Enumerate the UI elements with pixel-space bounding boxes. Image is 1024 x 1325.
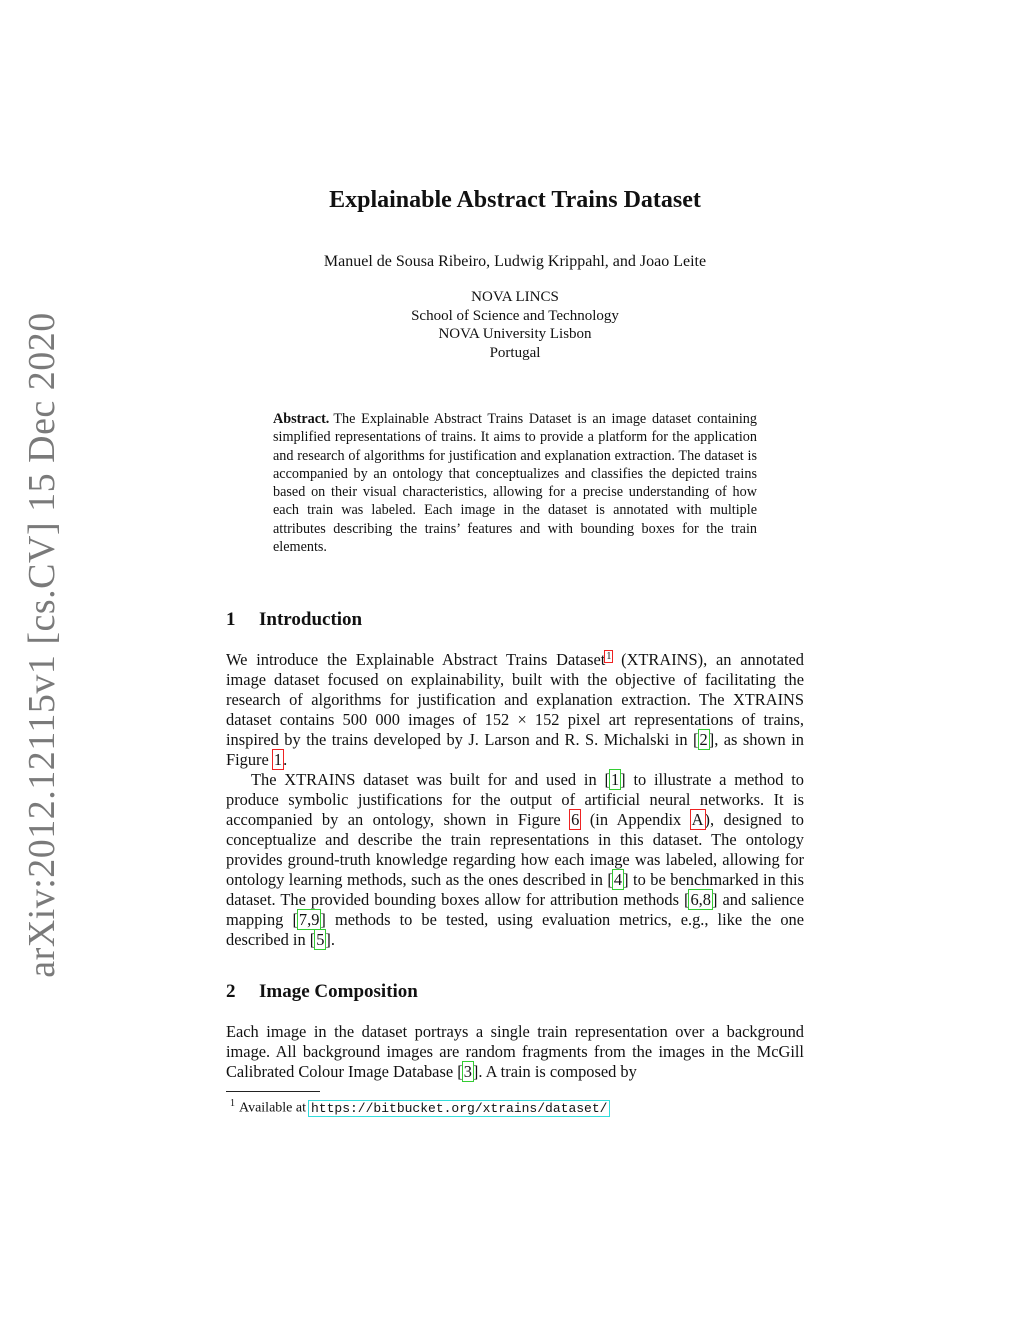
affiliation-line: NOVA University Lisbon xyxy=(438,326,592,342)
abstract-text: The Explainable Abstract Trains Dataset is an image dataset containing simplified representations of trains. It aims to provide a platform for the application and research of algorithms for justification and explanation extraction. The dataset is accompanied by an ontology that conceptualizes and classifies the depicted trains based on their visual characteristics, allowing for a precise understanding of how each train was labeled. Each image in the dataset is annotated with multiple attributes describing the trains’ features and with bounding boxes for the train elements. xyxy=(273,411,757,556)
text-run: ), designed to conceptualize and describe the train representations in this dataset. The ontology provides ground-truth knowledge regarding how each image was labeled, allowing for ontology learning methods, such as the ones described in xyxy=(226,810,804,889)
text-run: methods to be tested, using evaluation metrics, e.g., like the one described in xyxy=(226,910,804,949)
intro-paragraph-2: The XTRAINS dataset was built for and used in [1] to illustrate a method to produce symbolic justifications for the output of artificial neural networks. It is accompanied by an ontology, shown in Figure 6 (in Appendix A), designed to conceptualize and describe the train representations in this dataset. The ontology provides ground-truth knowledge regarding how each image was labeled, allowing for ontology learning methods, such as the ones described in [4] to be benchmarked in this dataset. The provided bounding boxes allow for attribution methods [6,8] and salience mapping [7,9] methods to be tested, using evaluation metrics, e.g., like the one described in [5]. xyxy=(226,770,804,949)
section-title: Introduction xyxy=(259,609,363,630)
text-run: (in Appendix xyxy=(580,810,691,829)
text-run: , as shown in Figure xyxy=(226,730,804,769)
text-run: The XTRAINS dataset was built for and used in xyxy=(251,770,605,789)
footnote-divider xyxy=(226,1091,320,1092)
footnote-text: Available at xyxy=(239,1100,306,1116)
footnote-number: 1 xyxy=(230,1098,235,1109)
abstract xyxy=(273,410,757,556)
affiliation-line: Portugal xyxy=(489,344,541,361)
arxiv-identifier-stamp: arXiv:2012.12115v1 [cs.CV] 15 Dec 2020 xyxy=(21,312,63,978)
footnote xyxy=(230,1095,790,1118)
paper-title: Explainable Abstract Trains Dataset xyxy=(329,187,701,213)
text-run: to be benchmarked in this dataset. The provided bounding boxes allow for attribution methods xyxy=(226,870,804,909)
text-run: Each image in the dataset portrays a single train representation over a background image. All background images are random fragments from the images in the McGill Calibrated Colour Image Database xyxy=(226,1022,804,1081)
section-heading-introduction xyxy=(226,609,806,631)
affiliation-line: School of Science and Technology xyxy=(411,307,619,324)
citation-link[interactable]: 2 xyxy=(699,730,708,749)
figure-ref-link[interactable]: 1 xyxy=(273,750,283,769)
text-run: (XTRAINS), an annotated image dataset focused on explainability, built with the objective of facilitating the research of algorithms for justification and explanation extraction. The XTRAINS dataset contains 500 000 images of 152 × 152 pixel art representations of trains, inspired by the trains developed by J. Larson and R. S. Michalski in xyxy=(226,650,804,749)
citation-link[interactable]: 5 xyxy=(316,930,325,949)
citation-link[interactable]: 1 xyxy=(610,770,620,789)
appendix-ref-link[interactable]: A xyxy=(691,810,704,829)
citation-link[interactable]: 7,9 xyxy=(298,910,320,929)
section-heading-image-composition xyxy=(226,981,806,1003)
text-run: and salience mapping xyxy=(226,890,804,929)
text-run: . xyxy=(283,750,288,769)
text-run: . xyxy=(330,930,335,949)
image-composition-paragraph-1: Each image in the dataset portrays a single train representation over a background image. All background images are random fragments from the images in the McGill Calibrated Colour Image Database [3]. A train is composed by xyxy=(226,1022,804,1081)
section-number: 1 xyxy=(226,609,236,630)
abstract-label: Abstract. xyxy=(273,411,330,427)
intro-paragraph-1: We introduce the Explainable Abstract Trains Dataset$^1$ (XTRAINS), an annotated image dataset focused on explainability, built with the objective of facilitating the research of algorithms for justification and explanation extraction. The XTRAINS dataset contains 500 000 images of 152 × 152 pixel art representations of trains, inspired by the trains developed by J. Larson and R. S. Michalski in [2], as shown in Figure 1. xyxy=(226,650,804,769)
citation-link[interactable]: 6,8 xyxy=(690,890,711,909)
text-run: to illustrate a method to produce symbolic justifications for the output of artificial neural networks. It is accompanied by an ontology, shown in Figure xyxy=(226,770,804,829)
text-run: We introduce the Explainable Abstract Trains Dataset xyxy=(226,650,606,669)
footnote-ref-link[interactable]: 1 xyxy=(606,650,612,662)
affiliation-block xyxy=(230,288,800,362)
affiliation-line: NOVA LINCS xyxy=(471,289,559,305)
figure-ref-link[interactable]: 6 xyxy=(571,810,580,829)
citation-link[interactable]: 4 xyxy=(613,870,623,889)
citation-link[interactable]: 3 xyxy=(463,1062,472,1081)
author-list: Manuel de Sousa Ribeiro, Ludwig Krippahl, and Joao Leite xyxy=(323,253,707,270)
section-title: Image Composition xyxy=(259,981,418,1002)
section-number: 2 xyxy=(226,981,236,1002)
text-run: . A train is composed by xyxy=(478,1062,637,1081)
dataset-url-link[interactable]: https://bitbucket.org/xtrains/dataset/ xyxy=(311,1100,608,1116)
